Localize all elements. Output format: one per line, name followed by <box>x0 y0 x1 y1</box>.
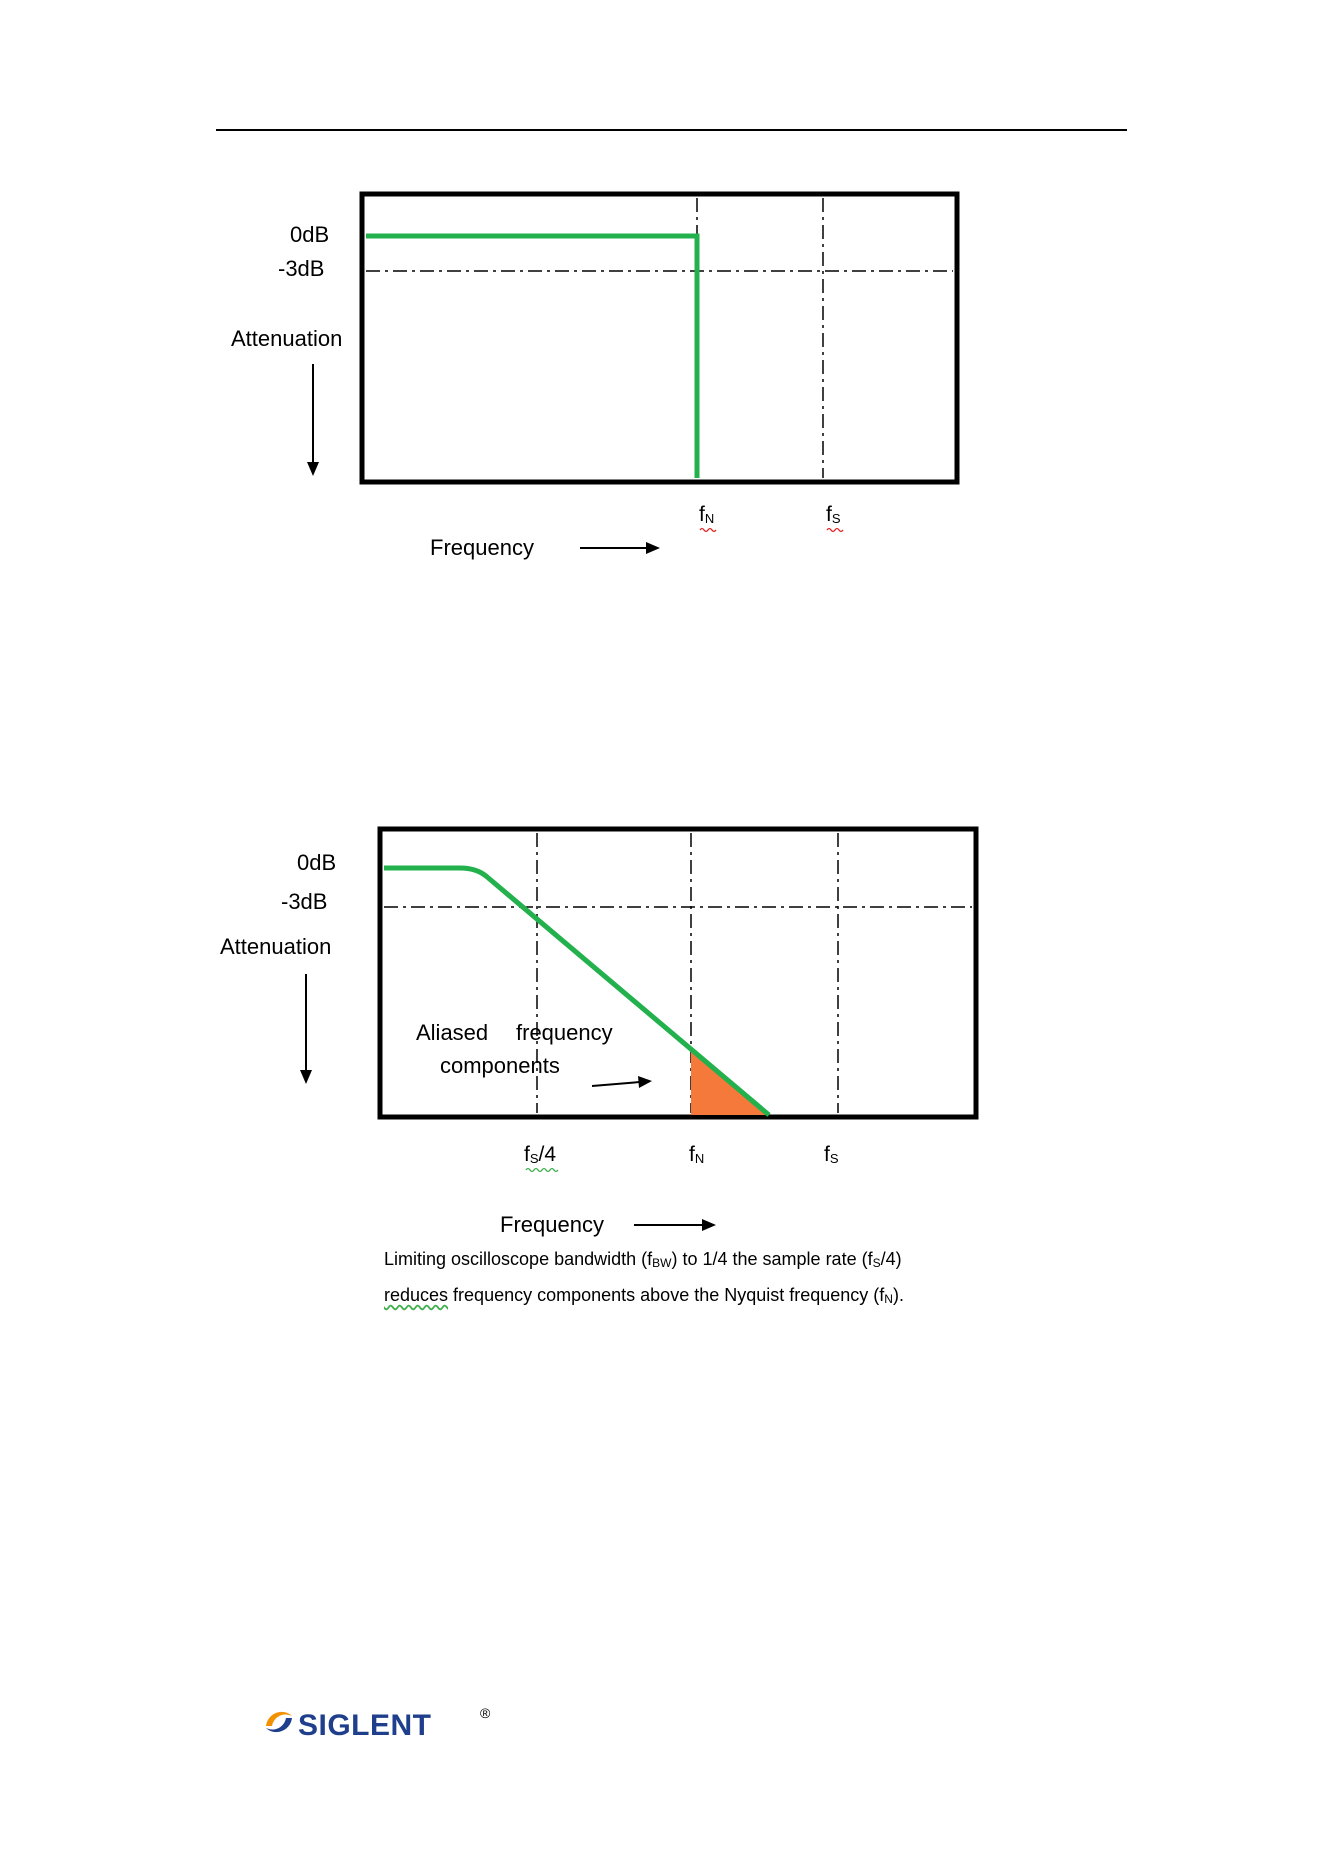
frequency-arrowhead <box>702 1219 716 1231</box>
label-0db: 0dB <box>297 850 337 875</box>
spellcheck-squiggle <box>827 529 843 532</box>
y-axis-label: Attenuation <box>231 326 343 351</box>
tick-label-fs: fS <box>826 503 841 526</box>
spellcheck-squiggle <box>526 1169 558 1172</box>
x-axis-label: Frequency <box>500 1212 604 1237</box>
tick-label-fn: fN <box>689 1143 705 1166</box>
annotation-arrowhead <box>638 1076 652 1088</box>
spellcheck-squiggle <box>700 529 716 532</box>
label-minus-3db: -3dB <box>281 889 328 914</box>
figure-limited-bandwidth <box>0 780 1324 1260</box>
figure-caption-line-2: reduces frequency components above the Nyquist frequency $(f_N)$. <box>384 1285 904 1306</box>
svg-text:®: ® <box>480 1705 491 1721</box>
y-axis-label: Attenuation <box>220 934 332 959</box>
response-curve <box>366 236 697 478</box>
siglent-logo <box>262 1700 512 1744</box>
frequency-arrowhead <box>646 542 660 554</box>
annotation-frequency: frequency <box>516 1020 613 1045</box>
annotation-aliased: Aliased <box>416 1020 489 1045</box>
tick-label-fs: fS <box>824 1143 839 1166</box>
attenuation-arrowhead <box>307 462 319 476</box>
annotation-components: components <box>440 1053 560 1078</box>
tick-label-fs4: fS/4 <box>524 1143 557 1166</box>
x-axis-label: Frequency <box>430 535 534 560</box>
figure-brickwall-filter <box>0 0 1324 600</box>
tick-label-fn: fN <box>699 503 715 526</box>
figure-caption-line-1: Limiting oscilloscope bandwidth $(f_{BW})$ to 1/4 the sample rate $(f_S/4)$ <box>384 1249 902 1270</box>
attenuation-arrowhead <box>300 1070 312 1084</box>
svg-text:SIGLENT: SIGLENT <box>298 1709 432 1742</box>
label-0db: 0dB <box>290 222 330 247</box>
annotation-arrow <box>592 1082 640 1086</box>
label-minus-3db: -3dB <box>278 256 325 281</box>
